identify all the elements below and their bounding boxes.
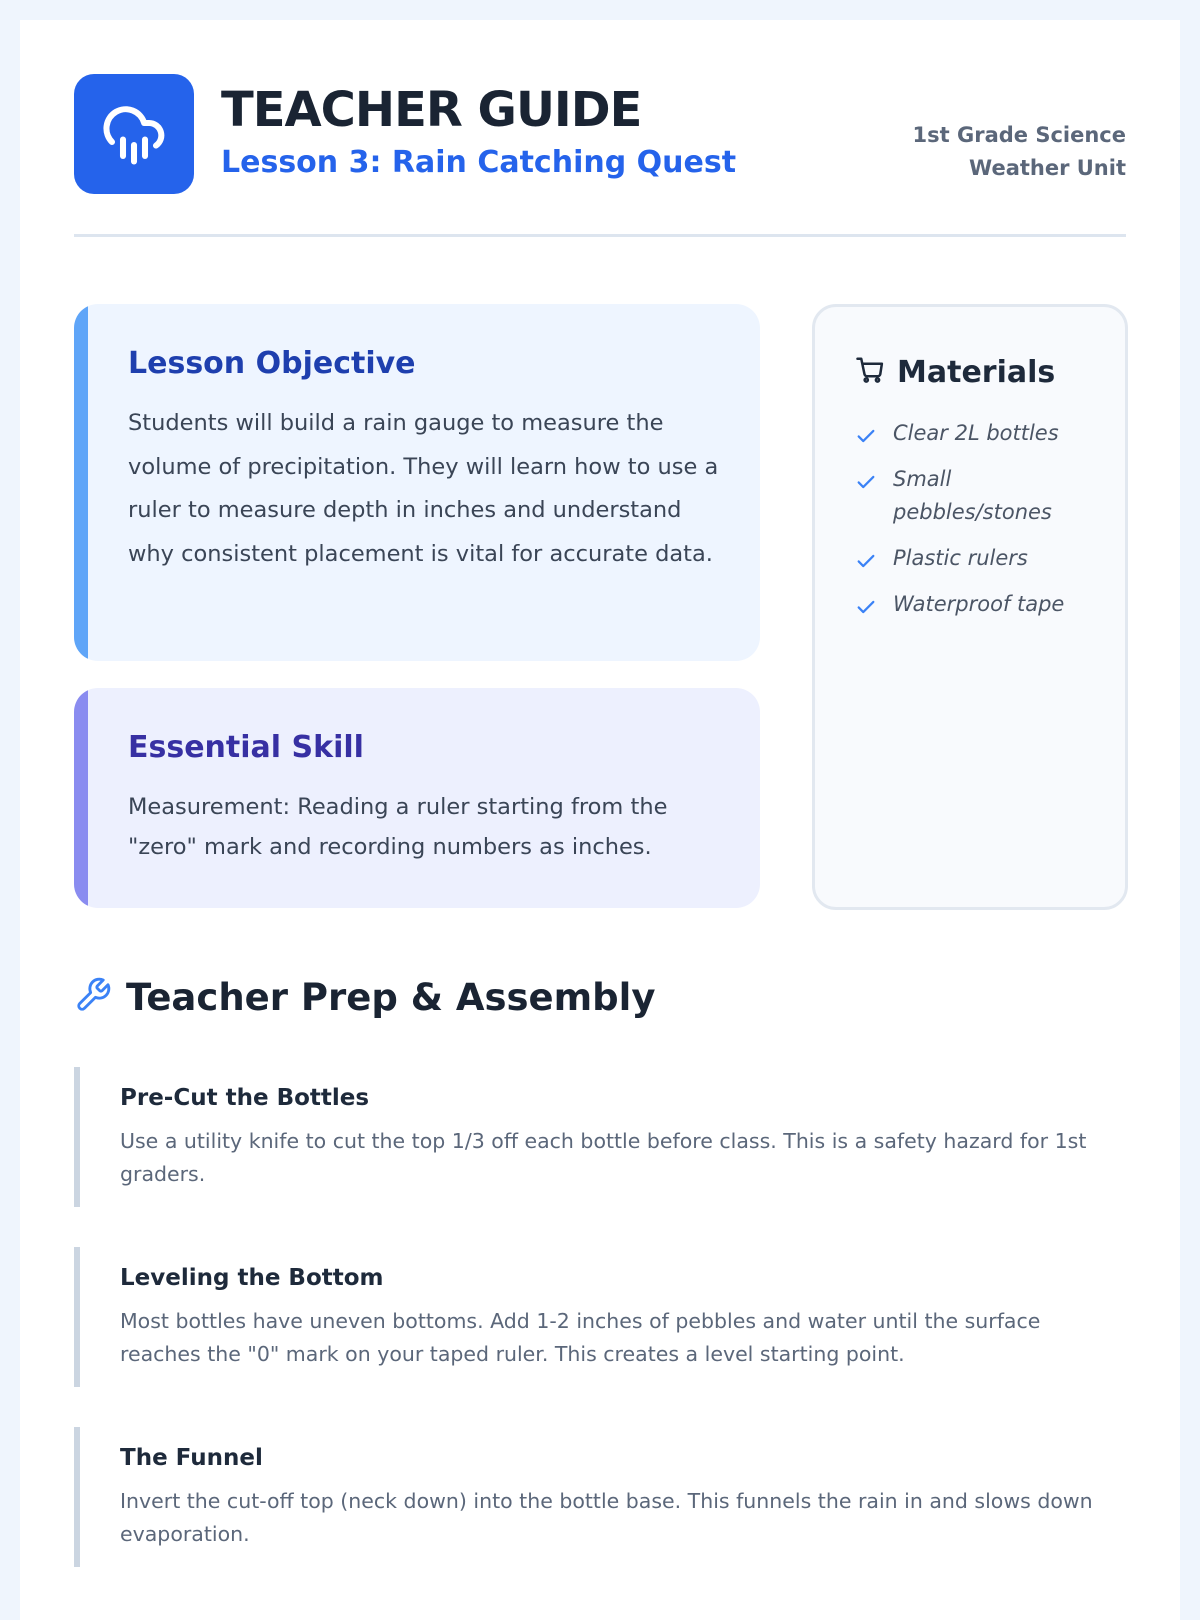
step-text: Most bottles have uneven bottoms. Add 1-2 inches of pebbles and water until the surface reaches the "0" mark on your taped ruler. This creates a level starting point. [120, 1309, 1041, 1366]
objective-card [74, 304, 760, 661]
skill-accent-bar [74, 688, 88, 908]
step-title: The Funnel [120, 1445, 263, 1471]
cart-icon [855, 355, 885, 389]
objective-text: Students will build a rain gauge to measure the volume of precipitation. They will learn how to use a ruler to measure depth in inches and understand why consistent placement is vital for accurate data. [128, 410, 719, 567]
material-label: Plastic rulers [893, 546, 1028, 570]
skill-card [74, 688, 760, 908]
material-label: Waterproof tape [893, 592, 1065, 616]
unit-label: Weather Unit [969, 156, 1126, 180]
skill-text: Measurement: Reading a ruler starting from the "zero" mark and recording numbers as inches. [128, 794, 668, 860]
step-text: Invert the cut-off top (neck down) into the bottle base. This funnels the rain in and slows down evaporation. [120, 1489, 1093, 1546]
prep-step [74, 1247, 1132, 1387]
check-icon [855, 595, 877, 628]
material-label: Clear 2L bottles [893, 421, 1059, 445]
step-title: Pre-Cut the Bottles [120, 1085, 370, 1111]
materials-list [855, 417, 1095, 634]
material-label: Small pebbles/stones [893, 467, 1052, 524]
course-meta [913, 119, 1126, 185]
check-icon [855, 549, 877, 582]
step-text: Use a utility knife to cut the top 1/3 off each bottle before class. This is a safety hazard for 1st graders. [120, 1129, 1087, 1186]
check-icon [855, 424, 877, 457]
objective-title: Lesson Objective [128, 346, 416, 381]
check-icon [855, 470, 877, 503]
step-title: Leveling the Bottom [120, 1265, 384, 1291]
rain-cloud-icon [74, 74, 194, 194]
prep-section-header [74, 974, 655, 1020]
lesson-subtitle: Lesson 3: Rain Catching Quest [221, 145, 737, 180]
objective-accent-bar [74, 304, 88, 661]
grade-label: 1st Grade Science [912, 123, 1126, 147]
material-item [855, 463, 1095, 529]
wrench-icon [74, 976, 112, 1018]
materials-header [855, 352, 1055, 392]
skill-title: Essential Skill [128, 730, 364, 765]
prep-step [74, 1427, 1132, 1567]
materials-title: Materials [897, 354, 1056, 390]
header [74, 74, 1126, 214]
prep-title: Teacher Prep & Assembly [126, 975, 656, 1019]
material-item [855, 588, 1095, 621]
material-item [855, 542, 1095, 575]
materials-card [812, 304, 1128, 910]
guide-page [20, 20, 1180, 1620]
header-divider [74, 234, 1126, 237]
prep-step [74, 1067, 1132, 1207]
material-item [855, 417, 1095, 450]
page-title: TEACHER GUIDE [221, 82, 642, 138]
